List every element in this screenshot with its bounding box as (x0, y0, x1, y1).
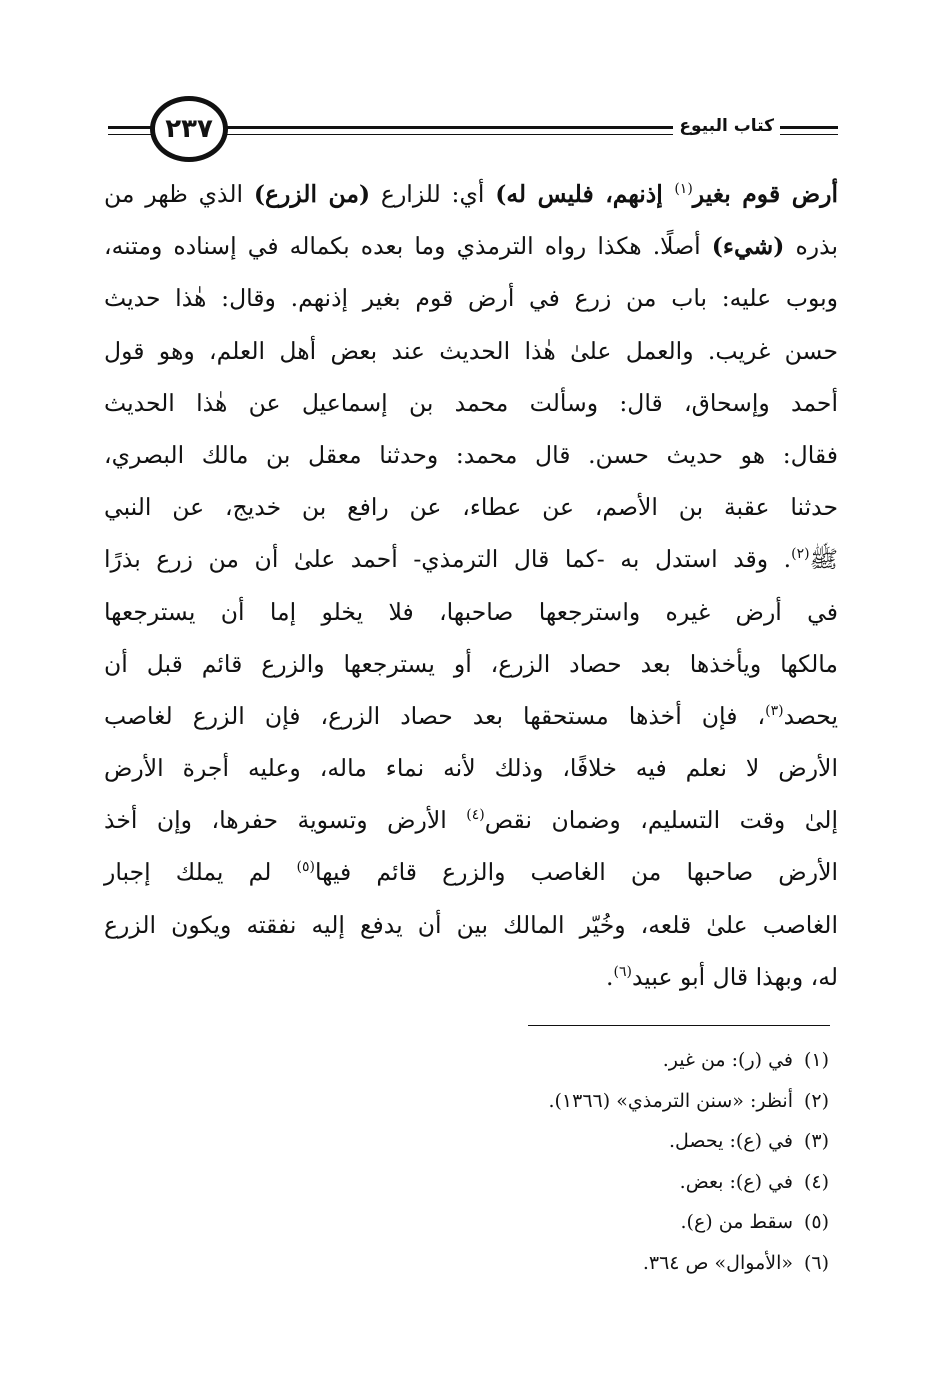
footnote-item (129, 1202, 829, 1243)
footnote-text: أنظر: «سنن الترمذي» (١٣٦٦). (548, 1089, 793, 1112)
text-run: ، فإن أخذها مستحقها بعد حصاد الزرع، فإن الزرع لغاصب (104, 701, 766, 730)
footnote-marker[interactable]: (٦) (613, 963, 632, 980)
text-run: الغاصب علىٰ قلعه، وخُيّر المالك بين أن يدفع إليه نفقته ويكون الزرع (104, 910, 838, 939)
text-run: حدثنا عقبة بن الأصم، عن عطاء، عن رافع بن خديج، عن النبي (104, 493, 838, 522)
text-run: (من الزرع) (253, 180, 371, 208)
text-run: له، وبهذا قال أبو عبيد (631, 962, 838, 991)
text-line (104, 742, 838, 794)
footnote-text: سقط من (ع). (680, 1211, 793, 1233)
footnote-marker[interactable]: (٤) (466, 807, 485, 824)
text-run: أصلًا. هكذا رواه الترمذي وما بعده بكماله في إسناده ومتنه، (104, 232, 712, 261)
footnote-item (129, 1040, 829, 1081)
text-line (104, 533, 838, 585)
text-line (104, 325, 838, 377)
footnote-number: (٥) (803, 1211, 829, 1233)
text-line (104, 638, 838, 690)
text-line (104, 429, 838, 481)
text-run: أحمد وإسحاق، قال: وسألت محمد بن إسماعيل عن هٰذا الحديث (104, 388, 838, 417)
text-run: إلىٰ وقت التسليم، وضمان نقص (484, 806, 838, 835)
footnote-marker[interactable]: (٣) (765, 703, 784, 720)
main-text (104, 168, 838, 1003)
text-run: . وقد استدل به -كما قال الترمذي- أحمد علىٰ أن من زرع بذرًا (104, 545, 792, 574)
text-line (104, 586, 838, 638)
page-header (108, 96, 838, 166)
text-line (104, 951, 838, 1003)
footnote-number: (٢) (803, 1089, 829, 1112)
footnote-text: في (ع): يحصل. (668, 1130, 793, 1152)
text-run: حسن غريب. والعمل علىٰ هٰذا الحديث عند بعض أهل العلم، وهو قول (104, 336, 838, 365)
text-line (104, 272, 838, 324)
text-run: أرض قوم بغير (692, 180, 838, 208)
text-run: فقال: هو حديث حسن. قال محمد: وحدثنا معقل بن مالك البصري، (104, 440, 838, 469)
text-run: . (606, 962, 614, 991)
footnote-marker[interactable]: (١) (674, 181, 693, 198)
text-run: (شيء) (711, 232, 785, 261)
footnote-item (129, 1162, 829, 1203)
footnote-text: في (ر): من غير. (662, 1049, 793, 1071)
text-run: أي: للزارع (370, 180, 496, 208)
text-line (104, 794, 838, 846)
text-line (104, 481, 838, 533)
text-run: لم يملك إجبار (104, 858, 297, 887)
text-run: إذنهم، فليس له) (495, 180, 675, 208)
footnote-item (129, 1243, 829, 1284)
footnote-marker[interactable]: (٥) (296, 859, 315, 876)
footnote-item (129, 1121, 829, 1162)
footnote-marker[interactable]: (٢) (791, 546, 810, 563)
footnotes (129, 1040, 829, 1283)
footnote-separator (528, 1025, 830, 1026)
text-run: وبوب عليه: باب من زرع في أرض قوم بغير إذنهم. وقال: هٰذا حديث (104, 284, 838, 313)
text-line (104, 168, 838, 220)
footnote-number: (٤) (803, 1170, 829, 1193)
text-line (104, 846, 838, 898)
text-run: ﷺ (809, 545, 838, 574)
text-run: يحصد (783, 701, 838, 730)
text-line (104, 690, 838, 742)
footnote-text: «الأموال» ص ٣٦٤. (642, 1251, 793, 1274)
page-number: ٢٣٧ (150, 96, 228, 162)
text-run: الأرض وتسوية حفرها، وإن أخذ (104, 806, 467, 835)
running-title: كتاب البيوع (673, 116, 780, 136)
text-line (104, 899, 838, 951)
text-line (104, 220, 838, 272)
footnote-text: في (ع): بعض. (679, 1170, 793, 1193)
text-run: بذره (784, 232, 838, 261)
text-run: في أرض غيره واسترجعها صاحبها، فلا يخلو إما أن يسترجعها (104, 597, 838, 626)
footnote-item (129, 1081, 829, 1122)
footnote-number: (٦) (803, 1251, 829, 1274)
footnote-number: (٣) (803, 1130, 829, 1152)
footnote-number: (١) (803, 1049, 829, 1071)
text-line (104, 377, 838, 429)
text-run: الأرض صاحبها من الغاصب والزرع قائم فيها (314, 858, 838, 887)
text-run: مالكها ويأخذها بعد حصاد الزرع، أو يسترجعها والزرع قائم قبل أن (104, 649, 838, 678)
text-run: الذي ظهر من (104, 180, 254, 208)
text-run: الأرض لا نعلم فيه خلافًا، وذلك لأنه نماء ماله، وعليه أجرة الأرض (104, 754, 838, 783)
